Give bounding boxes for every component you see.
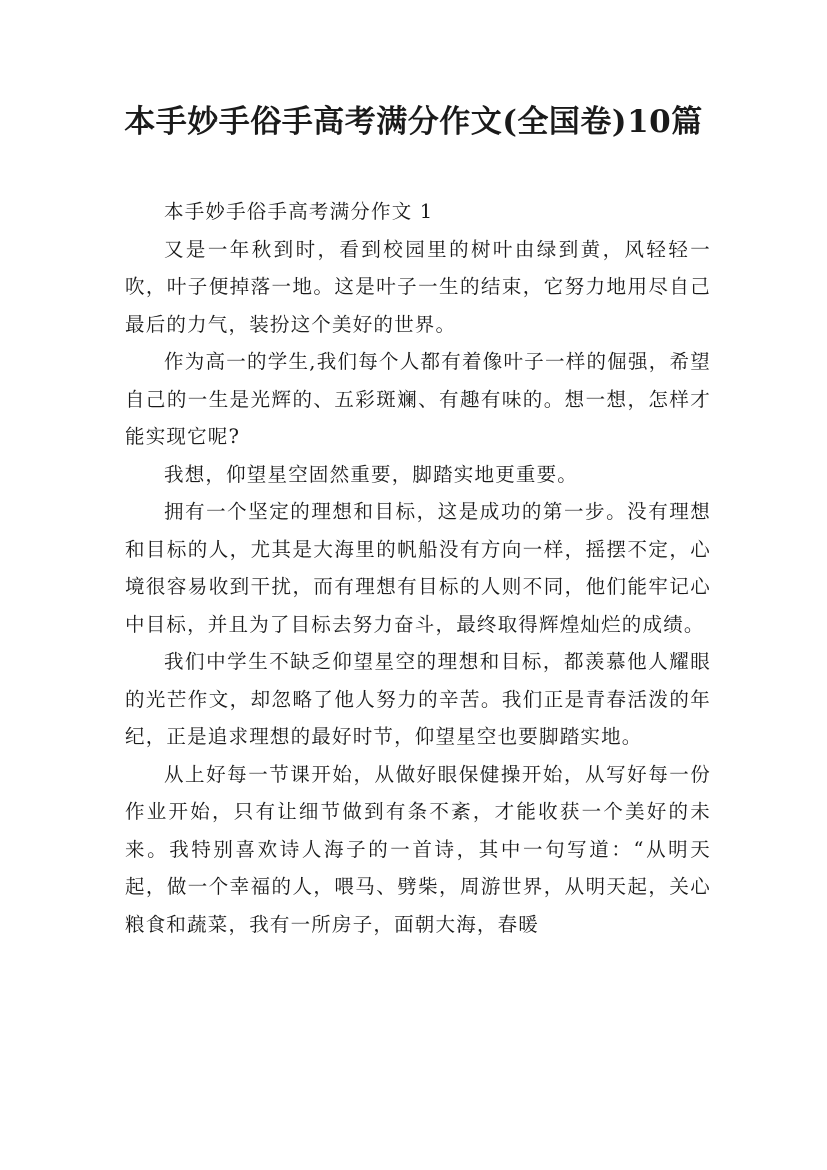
- paragraph-4: 拥有一个坚定的理想和目标，这是成功的第一步。没有理想和目标的人，尤其是大海里的帆船没有方向一样，摇摆不定，心境很容易收到干扰，而有理想有目标的人则不同，他们能牢记心中目标，并且为了目标去努力奋斗，最终取得辉煌灿烂的成绩。: [125, 500, 711, 636]
- paragraph-6: 从上好每一节课开始，从做好眼保健操开始，从写好每一份作业开始，只有让细节做到有条不紊，才能收获一个美好的未来。我特别喜欢诗人海子的一首诗，其中一句写道：“从明天起，做一个幸福的人，喂马、劈柴，周游世界，从明天起，关心粮食和蔬菜，我有一所房子，面朝大海，春暖: [125, 762, 711, 936]
- essay-heading: 本手妙手俗手高考满分作文 1: [164, 200, 434, 223]
- paragraph-1: 又是一年秋到时，看到校园里的树叶由绿到黄，风轻轻一吹，叶子便掉落一地。这是叶子一生的结束，它努力地用尽自己最后的力气，装扮这个美好的世界。: [125, 237, 711, 336]
- paragraph-2: 作为高一的学生,我们每个人都有着像叶子一样的倔强，希望自己的一生是光辉的、五彩斑斓、有趣有味的。想一想，怎样才能实现它呢?: [125, 350, 711, 448]
- paragraph-5: 我们中学生不缺乏仰望星空的理想和目标，都羡慕他人耀眼的光芒作文，却忽略了他人努力的辛苦。我们正是青春活泼的年纪，正是追求理想的最好时节，仰望星空也要脚踏实地。: [125, 650, 711, 748]
- document-title: 本手妙手俗手高考满分作文(全国卷)10篇: [124, 104, 703, 140]
- paragraph-3: 我想，仰望星空固然重要，脚踏实地更重要。: [164, 462, 579, 486]
- document-body: [125, 193, 711, 943]
